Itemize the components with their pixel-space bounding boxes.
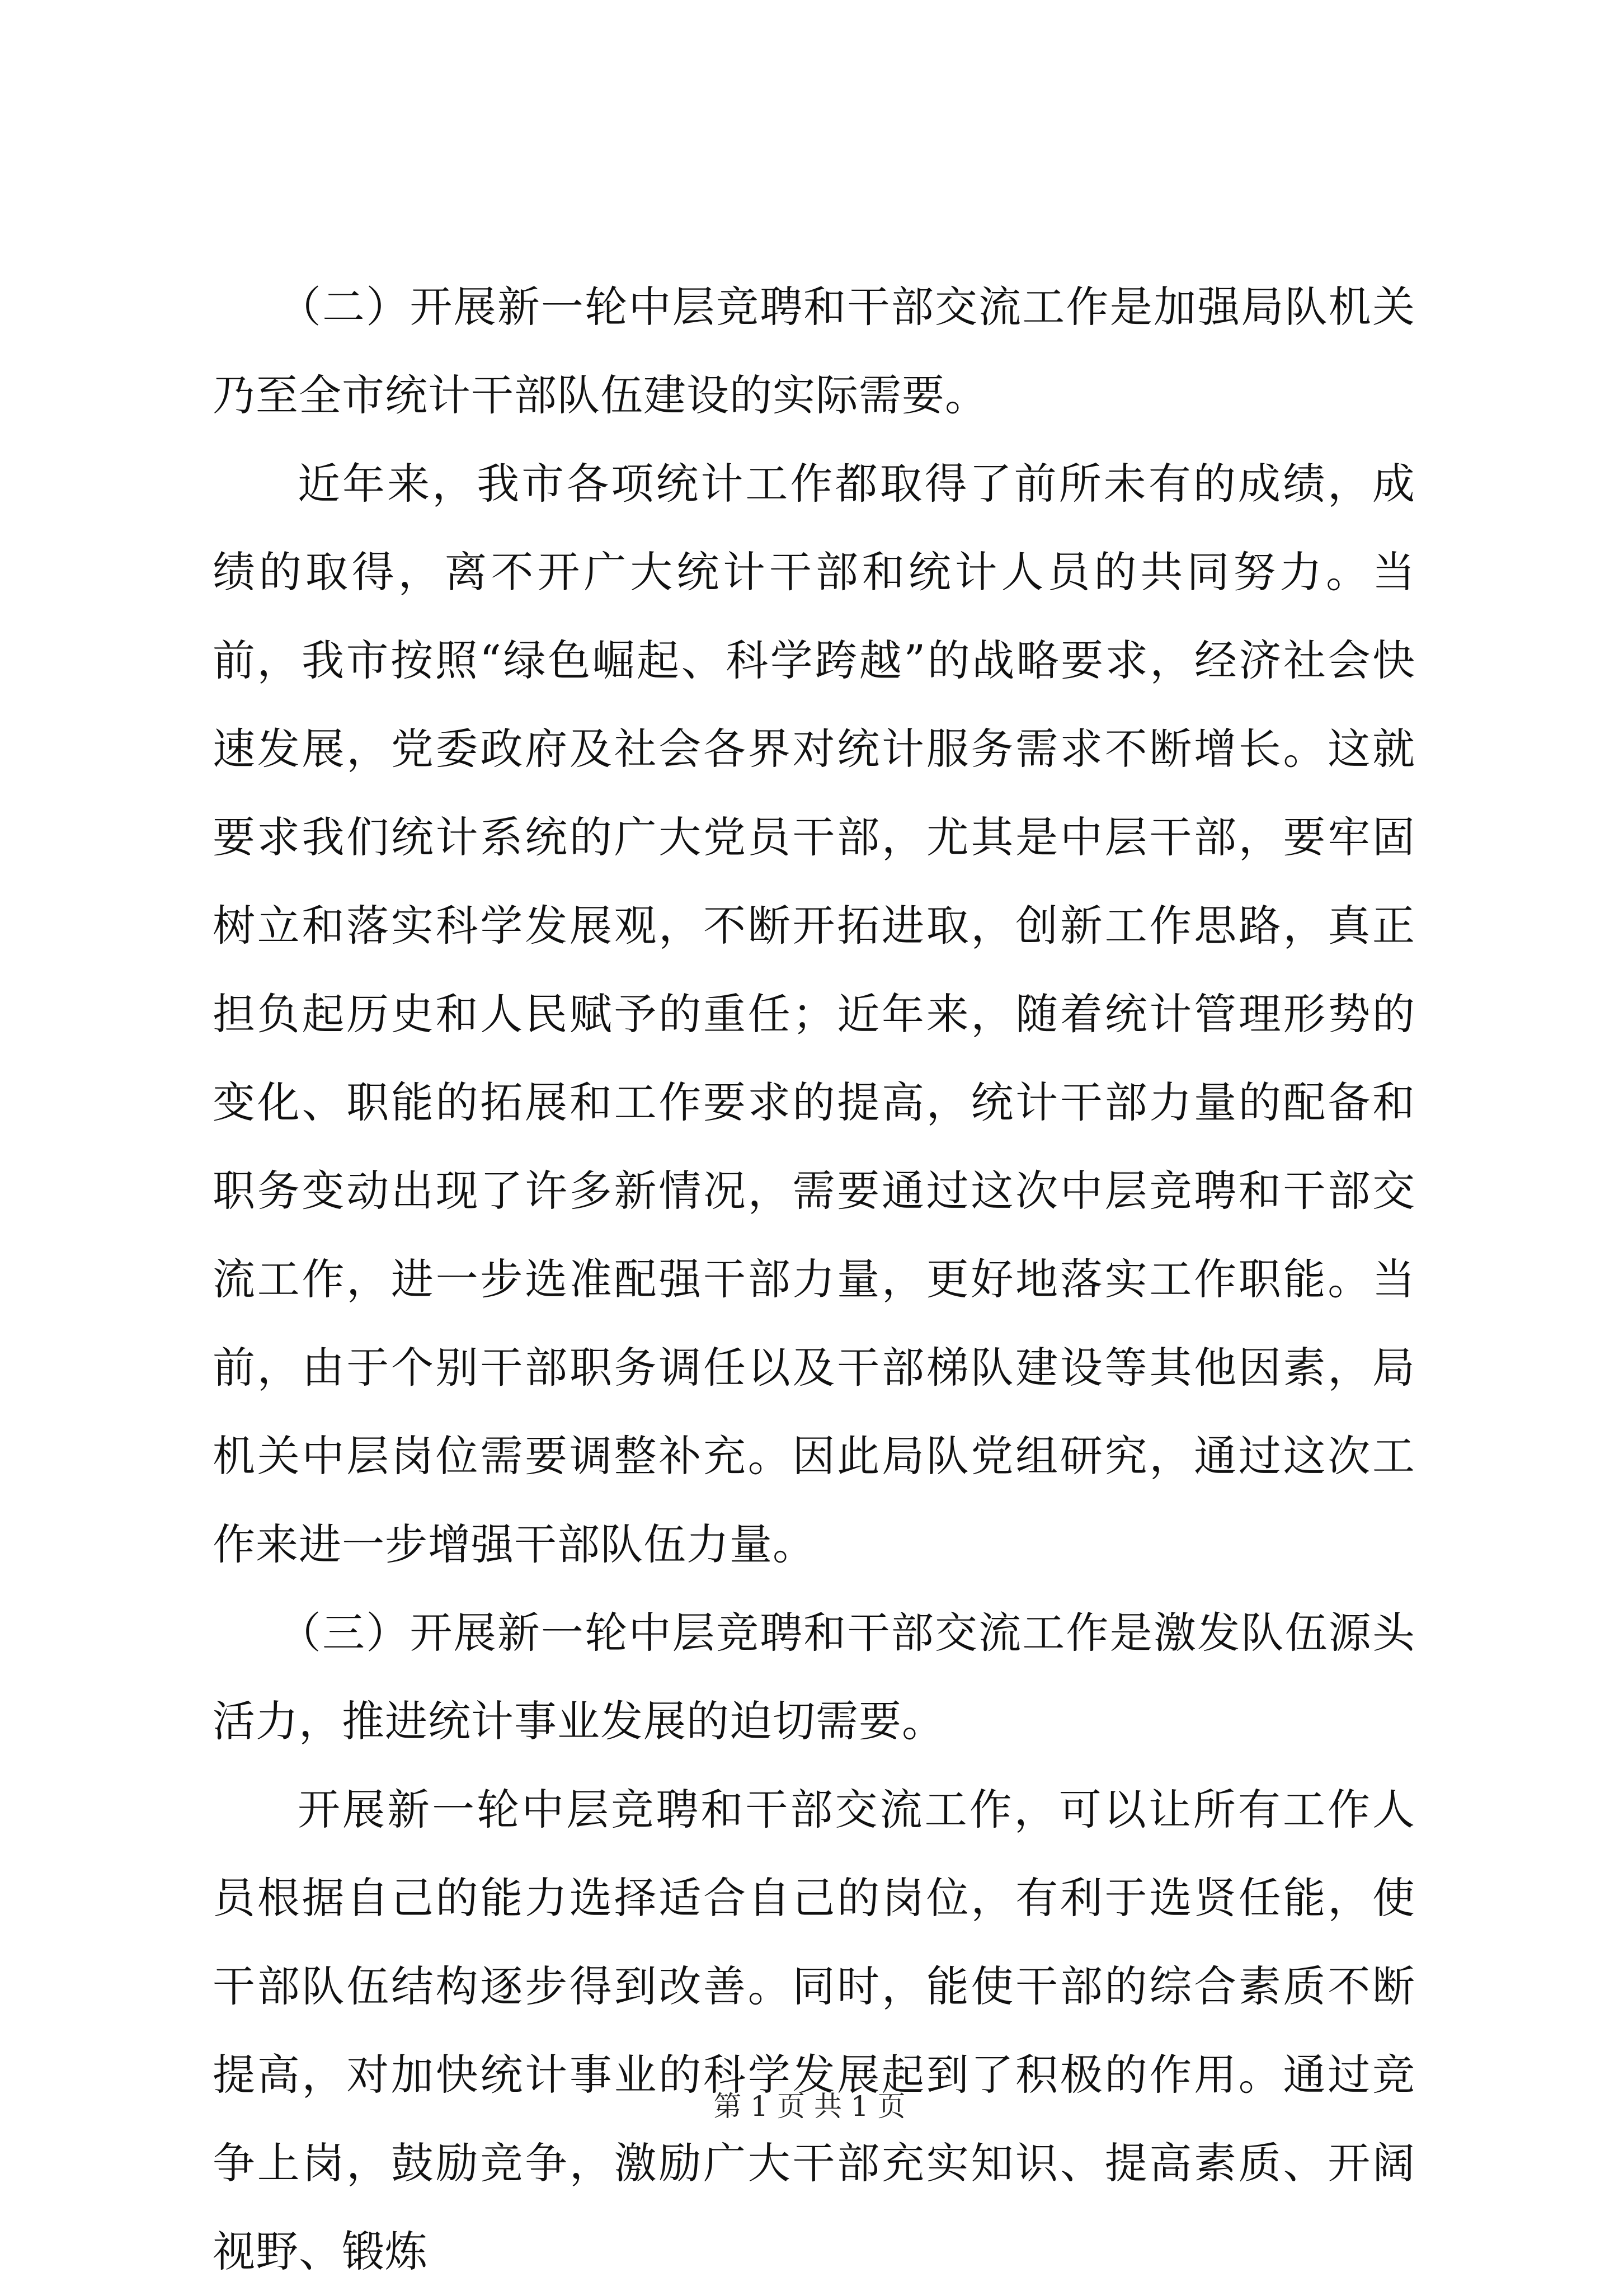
body-paragraph-2: 开展新一轮中层竞聘和干部交流工作，可以让所有工作人员根据自己的能力选择适合自己的岗位，有利于选贤任能，使干部队伍结构逐步得到改善。同时，能使干部的综合素质不断提高，对加快统计事业的科学发展起到了积极的作用。通过竞争上岗，鼓励竞争，激励广大干部充实知识、提高素质、开阔视野、锻炼 — [213, 1785, 1415, 2276]
document-body — [213, 263, 1415, 2296]
section-heading-2: （二）开展新一轮中层竞聘和干部交流工作是加强局队机关乃至全市统计干部队伍建设的实际需要。 — [213, 282, 1415, 420]
section-heading-3: （三）开展新一轮中层竞聘和干部交流工作是激发队伍源头活力，推进统计事业发展的迫切需要。 — [213, 1608, 1415, 1746]
body-paragraph-1: 近年来，我市各项统计工作都取得了前所未有的成绩，成绩的取得，离不开广大统计干部和统计人员的共同努力。当前，我市按照“绿色崛起、科学跨越”的战略要求，经济社会快速发展，党委政府及社会各界对统计服务需求不断增长。这就要求我们统计系统的广大党员干部，尤其是中层干部，要牢固树立和落实科学发展观，不断开拓进取，创新工作思路，真正担负起历史和人民赋予的重任；近年来，随着统计管理形势的变化、职能的拓展和工作要求的提高，统计干部力量的配备和职务变动出现了许多新情况，需要通过这次中层竞聘和干部交流工作，进一步选准配强干部力量，更好地落实工作职能。当前，由于个别干部职务调任以及干部梯队建设等其他因素，局机关中层岗位需要调整补充。因此局队党组研究，通过这次工作来进一步增强干部队伍力量。 — [213, 459, 1415, 1569]
page-footer: 第 1 页 共 1 页 — [713, 2090, 906, 2123]
